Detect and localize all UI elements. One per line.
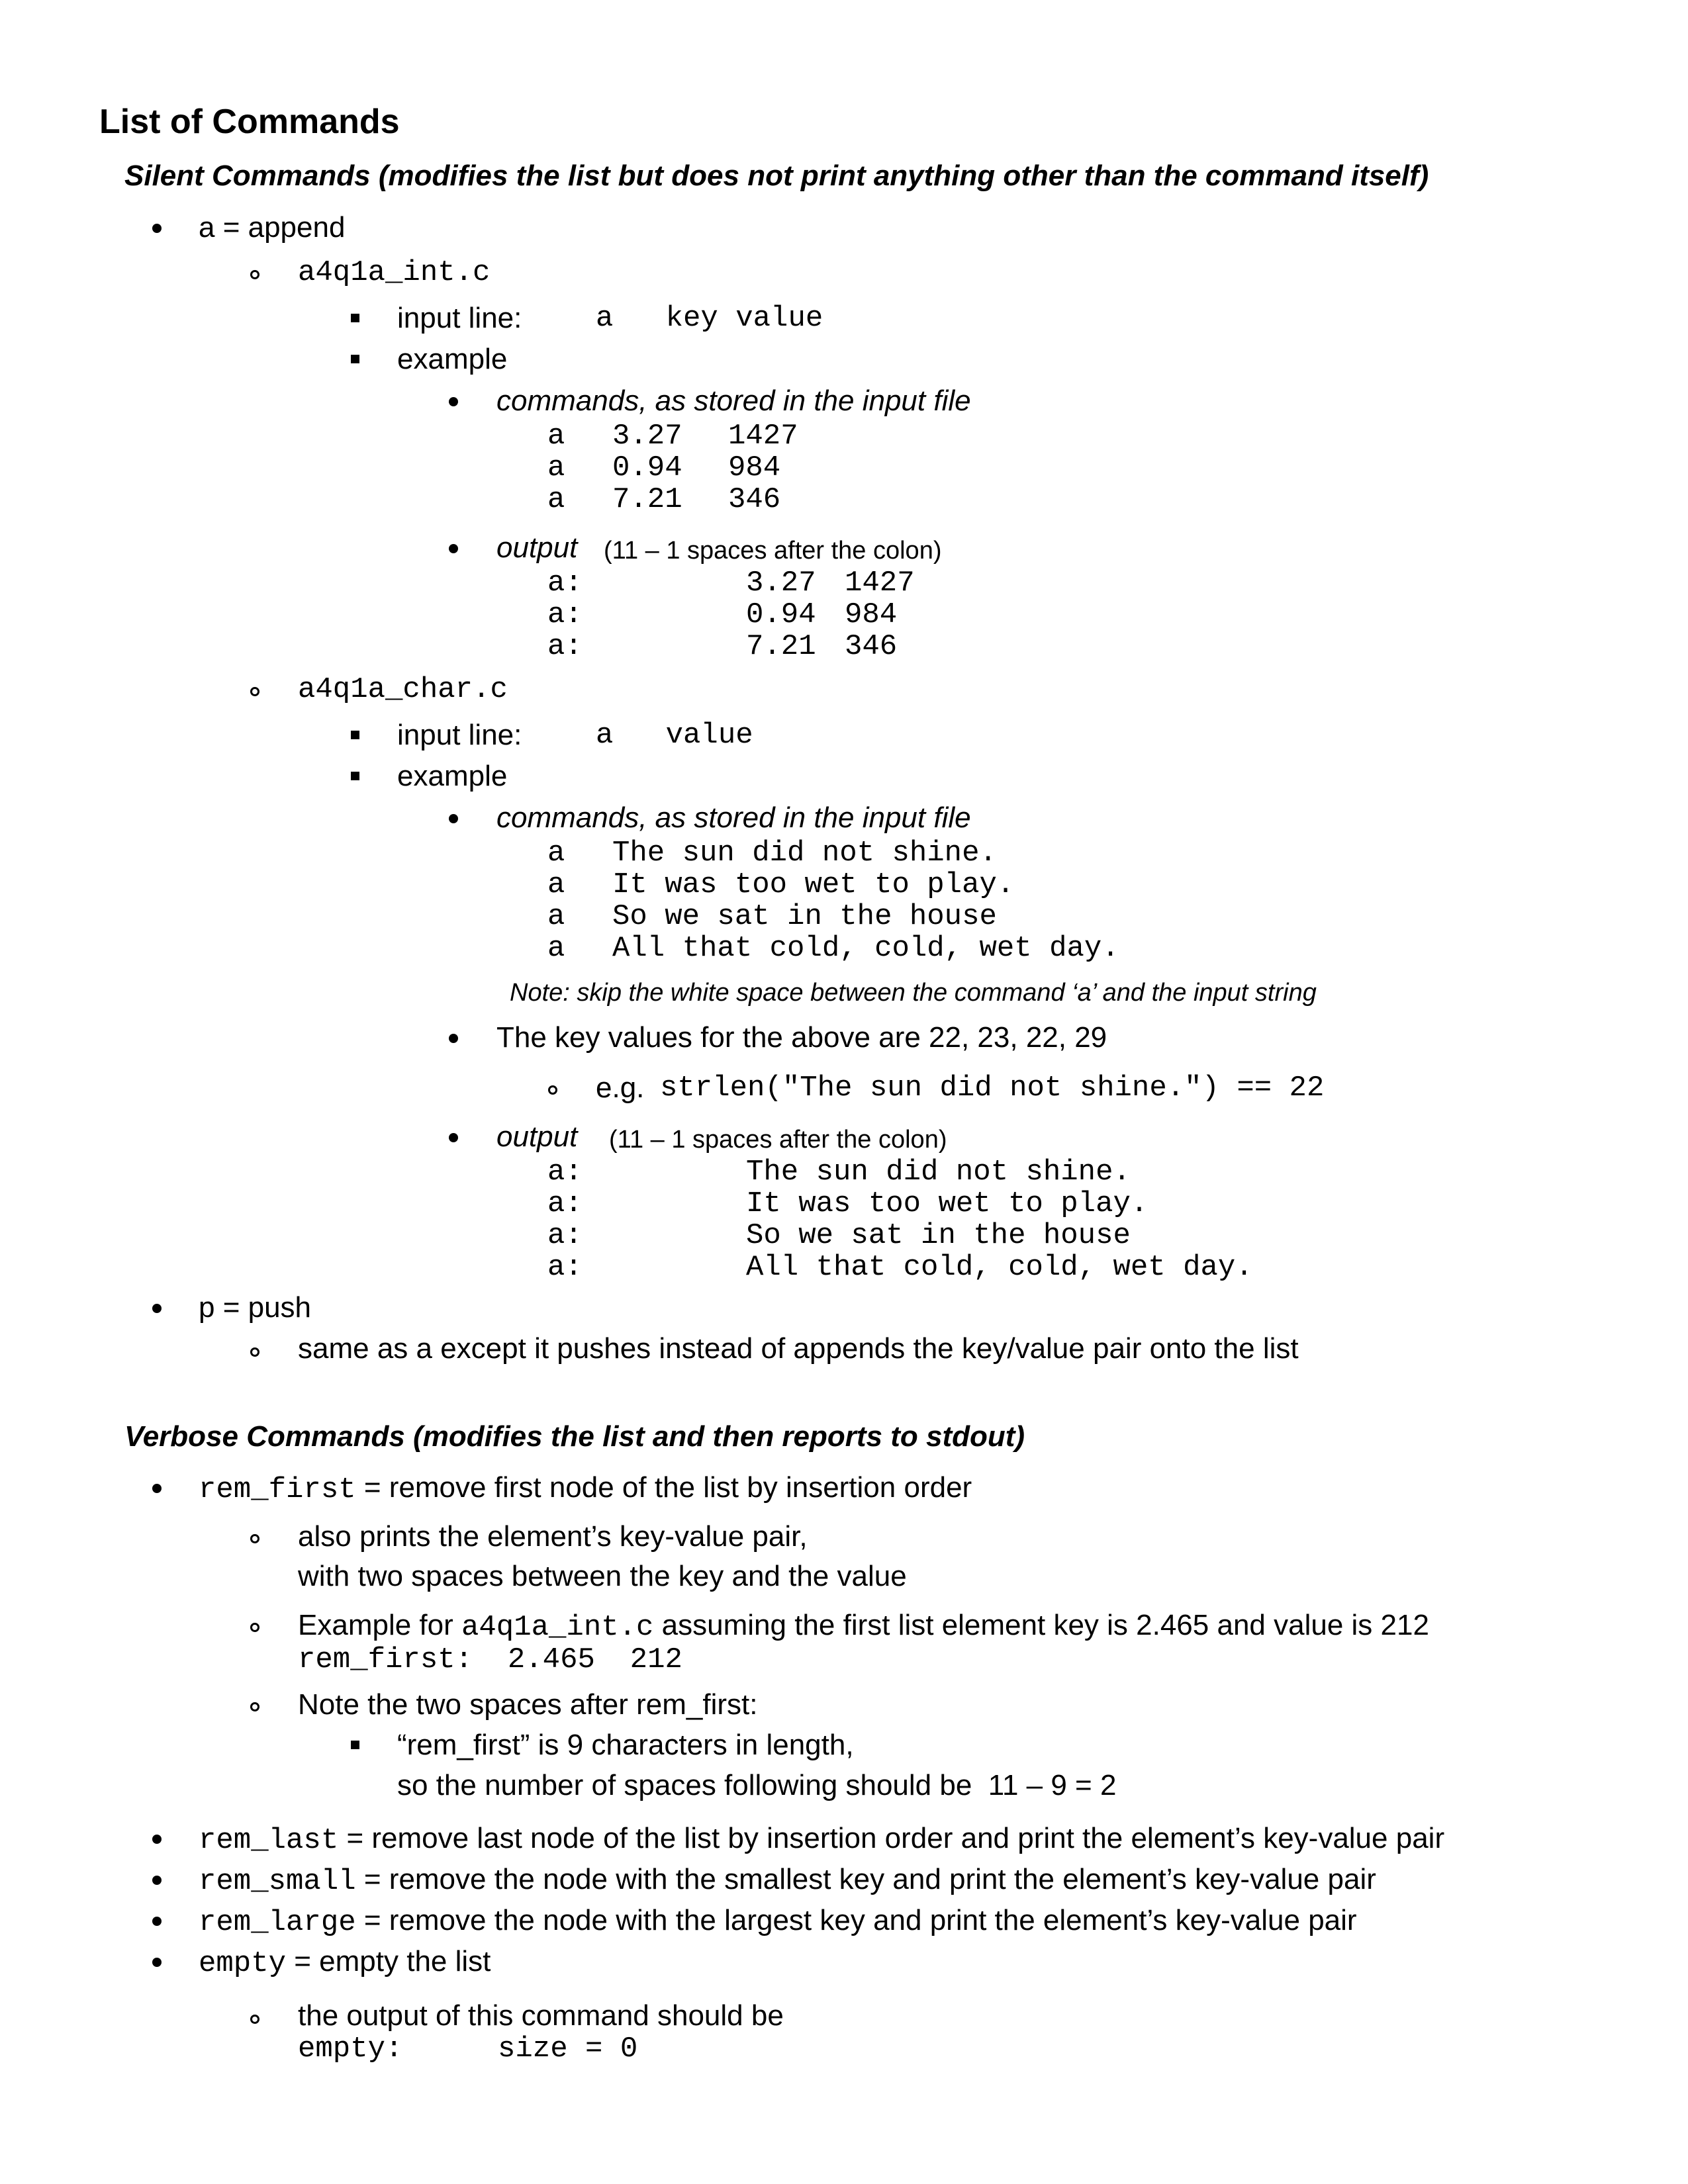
rem-large-desc: = remove the node with the largest key and print the element’s key-value pair <box>355 1904 1357 1936</box>
int-output-value: 1427 <box>845 567 915 600</box>
int-cmd-value: 984 <box>728 451 781 484</box>
empty-code: empty <box>199 1947 287 1980</box>
empty-output-cmd: empty: <box>298 2032 403 2066</box>
rem-first-sub3-item-line1: “rem_first” is 9 characters in length, <box>397 1729 854 1761</box>
square-bullet-icon <box>351 314 359 322</box>
char-commands-label: commands, as stored in the input file <box>496 801 971 834</box>
char-output-value: All that cold, cold, wet day. <box>746 1251 1253 1284</box>
rem-large-code: rem_large <box>199 1906 356 1939</box>
verbose-commands-heading: Verbose Commands (modifies the list and then reports to stdout) <box>124 1420 1025 1453</box>
eg-code: strlen("The sun did not shine.") == 22 <box>660 1071 1325 1105</box>
bullet-icon <box>152 1917 162 1926</box>
rem-small-desc: = remove the node with the smallest key and print the element’s key-value pair <box>355 1863 1376 1895</box>
rem-first-item <box>199 1471 972 1507</box>
char-output-label: output <box>496 1120 578 1153</box>
rem-first-sub2-prefix: Example for <box>298 1609 461 1641</box>
char-cmd-value: So we sat in the house <box>612 900 997 933</box>
bullet-icon <box>449 1133 458 1142</box>
int-output-cmd: a: <box>547 630 583 663</box>
square-bullet-icon <box>351 731 359 739</box>
int-output-cmd: a: <box>547 598 583 631</box>
bullet-icon <box>152 1484 162 1493</box>
char-output-value: It was too wet to play. <box>746 1187 1149 1220</box>
rem-small-code: rem_small <box>199 1865 356 1898</box>
rem-first-sub2-suffix: assuming the first list element key is 2.465 and value is 212 <box>653 1609 1429 1641</box>
page-title: List of Commands <box>99 103 400 141</box>
int-file-name: a4q1a_int.c <box>298 256 491 289</box>
char-output-value: The sun did not shine. <box>746 1156 1131 1189</box>
int-cmd-row: a <box>547 451 565 484</box>
char-cmd-row: a <box>547 900 565 933</box>
char-input-value: a value <box>596 719 753 752</box>
char-output-cmd: a: <box>547 1187 583 1220</box>
char-cmd-row: a <box>547 837 565 870</box>
char-cmd-value: The sun did not shine. <box>612 837 997 870</box>
char-output-note: (11 – 1 spaces after the colon) <box>609 1126 947 1154</box>
bullet-icon <box>152 1835 162 1844</box>
rem-last-code: rem_last <box>199 1824 339 1857</box>
eg-prefix: e.g. <box>596 1071 645 1104</box>
int-output-note: (11 – 1 spaces after the colon) <box>604 537 942 565</box>
rem-last-desc: = remove last node of the list by insertion order and print the element’s key-value pair <box>338 1822 1445 1854</box>
rem-small-item <box>199 1862 1376 1899</box>
empty-output-value: size = 0 <box>498 2032 638 2066</box>
rem-first-sub1-line2: with two spaces between the key and the value <box>298 1560 907 1592</box>
int-cmd-key: 0.94 <box>612 451 682 484</box>
bullet-icon <box>152 1304 162 1313</box>
square-bullet-icon <box>351 1741 359 1749</box>
circle-bullet-icon <box>548 1085 557 1095</box>
char-input-label: input line: <box>397 719 522 751</box>
char-output-cmd: a: <box>547 1156 583 1189</box>
bullet-icon <box>449 544 458 553</box>
circle-bullet-icon <box>250 687 259 696</box>
circle-bullet-icon <box>250 2015 259 2024</box>
empty-desc: = empty the list <box>286 1945 491 1978</box>
bullet-icon <box>449 814 458 823</box>
circle-bullet-icon <box>250 1623 259 1632</box>
rem-first-sub2-file: a4q1a_int.c <box>461 1611 654 1644</box>
rem-first-code: rem_first <box>199 1473 356 1506</box>
circle-bullet-icon <box>250 1702 259 1711</box>
square-bullet-icon <box>351 355 359 363</box>
char-cmd-value: It was too wet to play. <box>612 868 1015 901</box>
char-example-label: example <box>397 760 508 792</box>
append-label: a = append <box>199 211 346 244</box>
rem-large-item <box>199 1903 1357 1940</box>
int-example-label: example <box>397 343 508 375</box>
char-cmd-row: a <box>547 868 565 901</box>
rem-first-desc: = remove first node of the list by insertion order <box>355 1471 972 1504</box>
rem-last-item <box>199 1821 1444 1858</box>
char-cmd-row: a <box>547 932 565 965</box>
rem-first-sub2 <box>298 1608 1429 1645</box>
bullet-icon <box>449 397 458 406</box>
int-cmd-value: 346 <box>728 483 781 516</box>
square-bullet-icon <box>351 772 359 780</box>
bullet-icon <box>152 1876 162 1885</box>
bullet-icon <box>152 224 162 233</box>
key-values-text: The key values for the above are 22, 23, 22, 29 <box>496 1021 1107 1054</box>
char-output-cmd: a: <box>547 1219 583 1252</box>
silent-commands-heading: Silent Commands (modifies the list but does not print anything other than the command itself) <box>124 159 1429 192</box>
int-cmd-value: 1427 <box>728 420 798 453</box>
push-label: p = push <box>199 1291 312 1324</box>
int-cmd-key: 3.27 <box>612 420 682 453</box>
push-desc: same as a except it pushes instead of appends the key/value pair onto the list <box>298 1332 1299 1365</box>
empty-item <box>199 1944 491 1981</box>
char-output-value: So we sat in the house <box>746 1219 1131 1252</box>
int-output-key: 0.94 <box>746 598 816 631</box>
circle-bullet-icon <box>250 1534 259 1543</box>
int-output-value: 984 <box>845 598 898 631</box>
int-output-value: 346 <box>845 630 898 663</box>
circle-bullet-icon <box>250 1347 259 1357</box>
int-output-key: 3.27 <box>746 567 816 600</box>
rem-first-sub1-line1: also prints the element’s key-value pair, <box>298 1520 808 1553</box>
bullet-icon <box>449 1034 458 1043</box>
int-output-label: output <box>496 531 578 564</box>
empty-sub-line: the output of this command should be <box>298 1999 784 2032</box>
char-note: Note: skip the white space between the command ‘a’ and the input string <box>510 979 1317 1007</box>
char-output-cmd: a: <box>547 1251 583 1284</box>
int-cmd-row: a <box>547 420 565 453</box>
int-output-key: 7.21 <box>746 630 816 663</box>
int-output-cmd: a: <box>547 567 583 600</box>
char-cmd-value: All that cold, cold, wet day. <box>612 932 1119 965</box>
int-input-value: a key value <box>596 302 823 335</box>
rem-first-sub3-item-line2: so the number of spaces following should be 11 – 9 = 2 <box>397 1769 1117 1801</box>
int-cmd-key: 7.21 <box>612 483 682 516</box>
char-file-name: a4q1a_char.c <box>298 673 508 706</box>
rem-first-sub3: Note the two spaces after rem_first: <box>298 1688 758 1721</box>
int-commands-label: commands, as stored in the input file <box>496 385 971 417</box>
rem-first-sub2-output: rem_first: 2.465 212 <box>298 1643 682 1676</box>
circle-bullet-icon <box>250 270 259 279</box>
int-input-label: input line: <box>397 302 522 334</box>
int-cmd-row: a <box>547 483 565 516</box>
bullet-icon <box>152 1958 162 1967</box>
